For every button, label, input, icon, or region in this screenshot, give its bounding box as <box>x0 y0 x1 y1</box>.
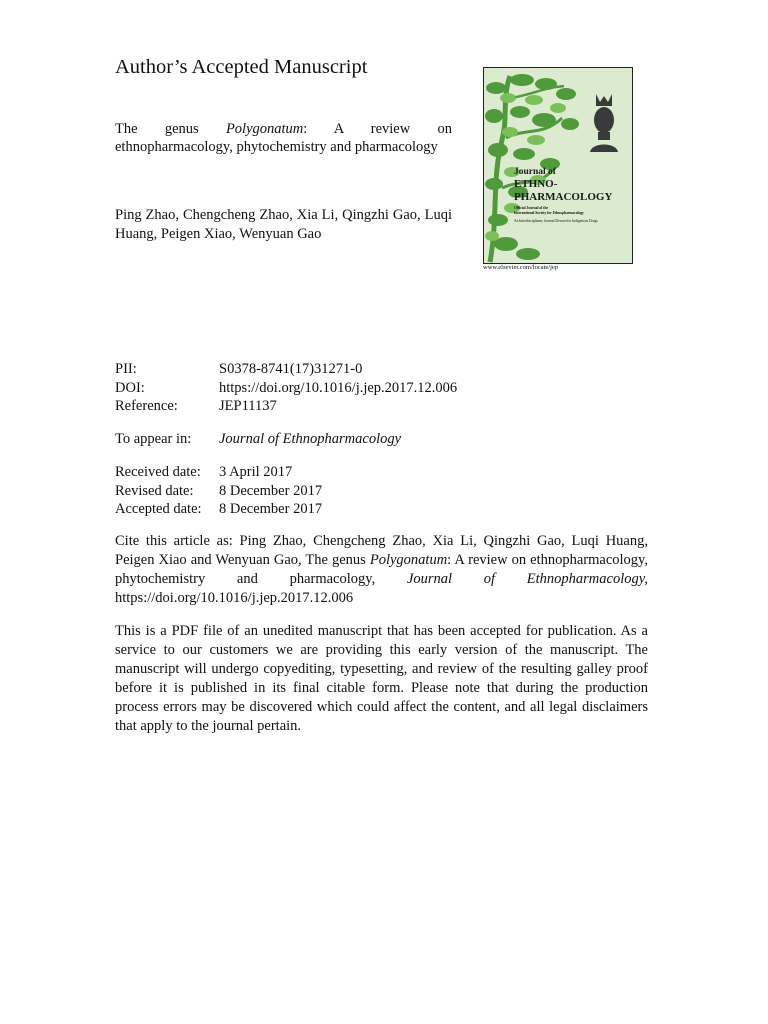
meta-reference <box>115 397 277 415</box>
reference-label: Reference: <box>115 398 178 414</box>
cite-doi[interactable]: https://doi.org/10.1016/j.jep.2017.12.006 <box>115 590 354 606</box>
revised-value: 8 December 2017 <box>219 483 323 499</box>
meta-appear <box>115 430 401 448</box>
accepted-label: Accepted date: <box>115 501 202 517</box>
accepted-value: 8 December 2017 <box>219 501 323 517</box>
pii-label: PII: <box>115 361 137 377</box>
cover-subtitle-line2: International Society for Ethnopharmacology <box>514 211 584 215</box>
cite-middle: : A review on ethnopharmacology, phytochemistry and pharmacology, <box>115 552 648 587</box>
cover-url: www.elsevier.com/locate/jep <box>483 264 559 271</box>
meta-revised <box>115 482 322 500</box>
doi-label: DOI: <box>115 380 145 396</box>
manuscript-heading: Author’s Accepted Manuscript <box>115 56 368 78</box>
received-value: 3 April 2017 <box>219 464 293 480</box>
reference-value: JEP11137 <box>219 398 277 414</box>
revised-label: Revised date: <box>115 483 194 499</box>
meta-accepted <box>115 500 322 518</box>
cover-journal-line1: Journal of <box>514 167 556 177</box>
cover-illustration <box>484 68 632 263</box>
meta-pii <box>115 360 362 378</box>
meta-received <box>115 463 292 481</box>
author-list: Ping Zhao, Chengcheng Zhao, Xia Li, Qingzhi Gao, Luqi Huang, Peigen Xiao, Wenyuan Gao <box>115 207 452 242</box>
cover-journal-line3: PHARMACOLOGY <box>514 191 613 203</box>
cover-journal-line2: ETHNO- <box>514 178 558 190</box>
citation-paragraph <box>115 532 648 608</box>
title-genus: Polygonatum <box>225 121 304 137</box>
cite-genus: Polygonatum <box>369 552 448 568</box>
article-title <box>115 120 452 156</box>
pii-value: S0378-8741(17)31271-0 <box>219 361 363 377</box>
meta-doi <box>115 379 457 397</box>
notice-paragraph: This is a PDF file of an unedited manuscript that has been accepted for publication. As a service to our customers we are providing this early version of the manuscript. The manuscript will undergo copyediting, typesetting, and review of the resulting galley proof before it is published in its final citable form. Please note that during the production process errors may be discovered which could affect the content, and all legal disclaimers that apply to the journal pertain. <box>115 623 648 734</box>
appear-value: Journal of Ethnopharmacology <box>219 431 402 447</box>
cite-prefix: Cite this article as: Ping Zhao, Chengcheng Zhao, Xia Li, Qingzhi Gao, Luqi Huang, Peigen Xiao and Wenyuan Gao, The genus <box>115 533 648 568</box>
cite-journal: Journal of Ethnopharmacology, <box>406 571 648 587</box>
title-prefix: The genus <box>115 121 226 137</box>
cover-subtitle-line1: Official Journal of the <box>514 206 549 210</box>
appear-label: To appear in: <box>115 431 192 447</box>
journal-cover <box>483 67 633 264</box>
title-suffix: : A review on ethnopharmacology, phytochemistry and pharmacology <box>115 121 452 155</box>
received-label: Received date: <box>115 464 201 480</box>
doi-value[interactable]: https://doi.org/10.1016/j.jep.2017.12.006 <box>219 380 458 396</box>
cover-tagline: An Interdisciplinary Journal Devoted to Indigenous Drugs <box>514 219 598 223</box>
